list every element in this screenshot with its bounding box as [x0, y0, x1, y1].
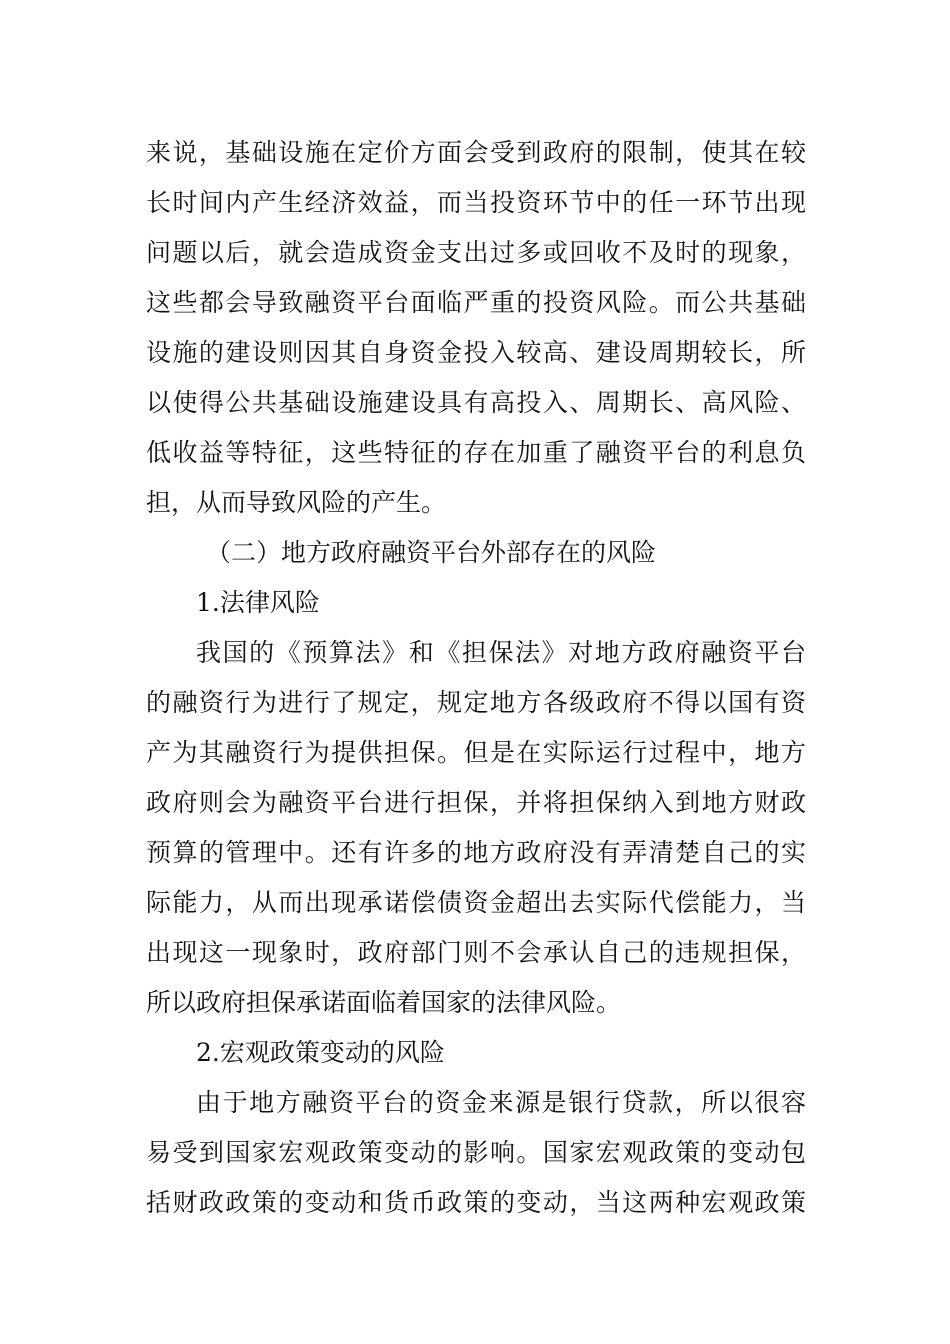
body-line: 易受到国家宏观政策变动的影响。国家宏观政策的变动包	[146, 1138, 806, 1167]
body-line: 长时间内产生经济效益，而当投资环节中的任一环节出现	[146, 188, 806, 217]
body-line: 来说，基础设施在定价方面会受到政府的限制，使其在较	[146, 138, 806, 167]
body-line: 政府则会为融资平台进行担保，并将担保纳入到地方财政	[146, 788, 806, 817]
body-line: 际能力，从而出现承诺偿债资金超出去实际代偿能力，当	[146, 888, 806, 917]
document-body	[146, 128, 806, 1228]
body-line: 产为其融资行为提供担保。但是在实际运行过程中，地方	[146, 738, 806, 767]
body-line: 担，从而导致风险的产生。	[146, 488, 447, 517]
subsection-heading: 2.宏观政策变动的风险	[196, 1038, 445, 1067]
section-heading: （二）地方政府融资平台外部存在的风险	[206, 538, 657, 567]
body-line: 出现这一现象时，政府部门则不会承认自己的违规担保，	[146, 938, 806, 967]
body-line: 问题以后，就会造成资金支出过多或回收不及时的现象，	[146, 238, 806, 267]
body-line: 预算的管理中。还有许多的地方政府没有弄清楚自己的实	[146, 838, 806, 867]
body-line: 设施的建设则因其自身资金投入较高、建设周期较长，所	[146, 338, 806, 367]
body-line: 所以政府担保承诺面临着国家的法律风险。	[146, 988, 622, 1017]
body-line: 这些都会导致融资平台面临严重的投资风险。而公共基础	[146, 288, 806, 317]
body-line: 低收益等特征，这些特征的存在加重了融资平台的利息负	[146, 438, 806, 467]
body-line: 括财政政策的变动和货币政策的变动，当这两种宏观政策	[146, 1188, 806, 1217]
body-line: 我国的《预算法》和《担保法》对地方政府融资平台	[196, 638, 806, 667]
subsection-heading: 1.法律风险	[196, 588, 320, 617]
body-line: 以使得公共基础设施建设具有高投入、周期长、高风险、	[146, 388, 806, 417]
body-line: 的融资行为进行了规定，规定地方各级政府不得以国有资	[146, 688, 806, 717]
body-line: 由于地方融资平台的资金来源是银行贷款，所以很容	[196, 1088, 806, 1117]
